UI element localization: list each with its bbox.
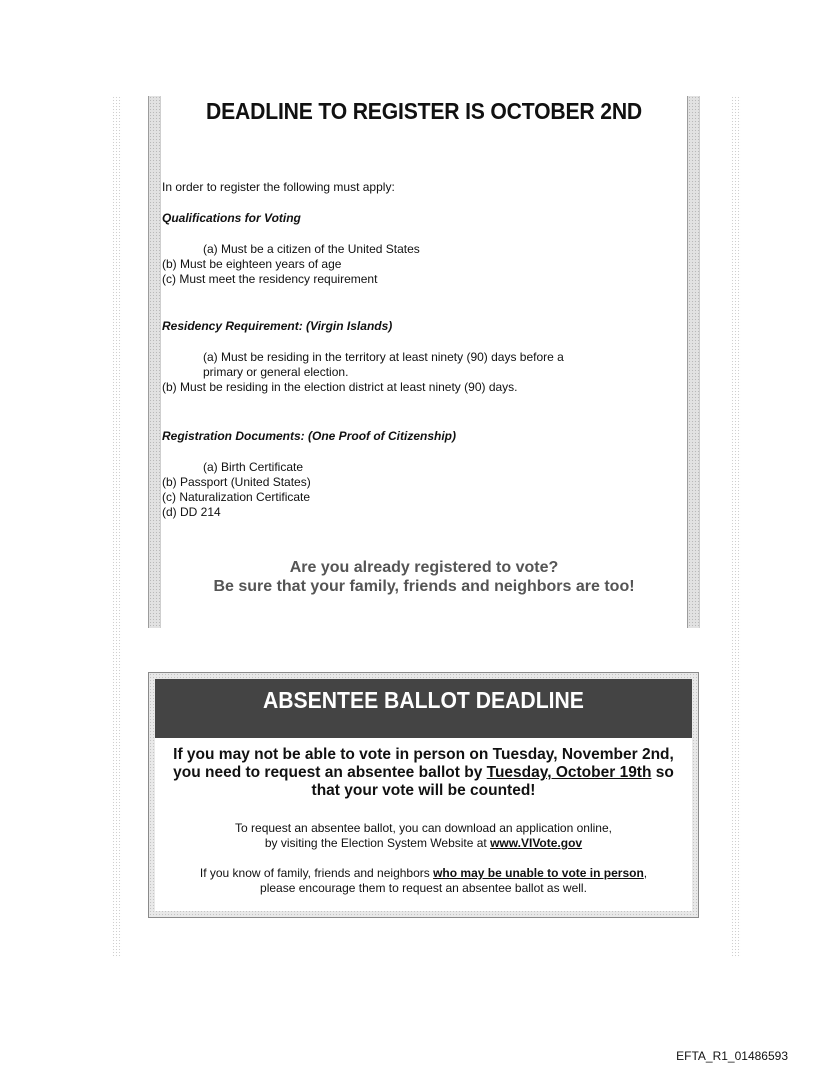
- qualification-item: (c) Must meet the residency requirement: [162, 272, 378, 286]
- request-line: [155, 836, 692, 851]
- register-intro: In order to register the following must apply:: [162, 180, 395, 194]
- left-margin-texture: [112, 96, 122, 958]
- documents-title: Registration Documents: (One Proof of Citizenship): [162, 429, 457, 443]
- encourage-line: [155, 866, 692, 881]
- document-item: (b) Passport (United States): [162, 475, 311, 489]
- website-link[interactable]: www.VIVote.gov: [490, 836, 583, 850]
- request-text: by visiting the Election System Website at: [264, 836, 491, 850]
- request-paragraph: [155, 821, 692, 851]
- document-item: (d) DD 214: [162, 505, 221, 519]
- residency-item: (b) Must be residing in the election district at least ninety (90) days.: [162, 380, 518, 394]
- right-margin-texture: [731, 96, 741, 958]
- absentee-lead-line: If you may not be able to vote in person on Tuesday, November 2nd,: [173, 746, 674, 763]
- left-border-rail: [148, 96, 161, 628]
- absentee-lead-text: so: [651, 764, 674, 781]
- encourage-text: ,: [643, 866, 648, 880]
- registered-reminder: Be sure that your family, friends and neighbors are too!: [213, 578, 635, 595]
- qualification-item: (a) Must be a citizen of the United States: [203, 242, 420, 256]
- document-id: EFTA_R1_01486593: [676, 1049, 788, 1063]
- document-item: (c) Naturalization Certificate: [162, 490, 311, 504]
- unable-to-vote-emphasis: who may be unable to vote in person: [433, 866, 644, 880]
- encourage-text: If you know of family, friends and neighbors: [199, 866, 434, 880]
- request-line: To request an absentee ballot, you can download an application online,: [235, 821, 612, 835]
- right-border-rail: [687, 96, 700, 628]
- qualification-item: (b) Must be eighteen years of age: [162, 257, 342, 271]
- registered-question: Are you already registered to vote?: [289, 559, 559, 576]
- qualifications-title: Qualifications for Voting: [162, 211, 301, 225]
- residency-item: (a) Must be residing in the territory at least ninety (90) days before a: [203, 350, 564, 364]
- absentee-lead-text: you need to request an absentee ballot by: [173, 764, 487, 781]
- absentee-lead: [155, 746, 692, 800]
- absentee-lead-line: that your vote will be counted!: [311, 782, 536, 799]
- absentee-section: [148, 672, 699, 918]
- registration-section: [148, 96, 700, 628]
- document-item: (a) Birth Certificate: [203, 460, 304, 474]
- encourage-line: please encourage them to request an absentee ballot as well.: [260, 881, 587, 895]
- absentee-deadline-date: Tuesday, October 19th: [486, 764, 652, 781]
- absentee-header: [155, 679, 692, 738]
- absentee-panel: [155, 679, 692, 911]
- absentee-lead-line: [155, 764, 692, 782]
- residency-item: primary or general election.: [203, 365, 349, 379]
- absentee-header-title: ABSENTEE BALLOT DEADLINE: [263, 687, 584, 713]
- residency-title: Residency Requirement: (Virgin Islands): [162, 319, 393, 333]
- register-deadline-headline: DEADLINE TO REGISTER IS OCTOBER 2ND: [205, 98, 643, 124]
- encourage-paragraph: [155, 866, 692, 896]
